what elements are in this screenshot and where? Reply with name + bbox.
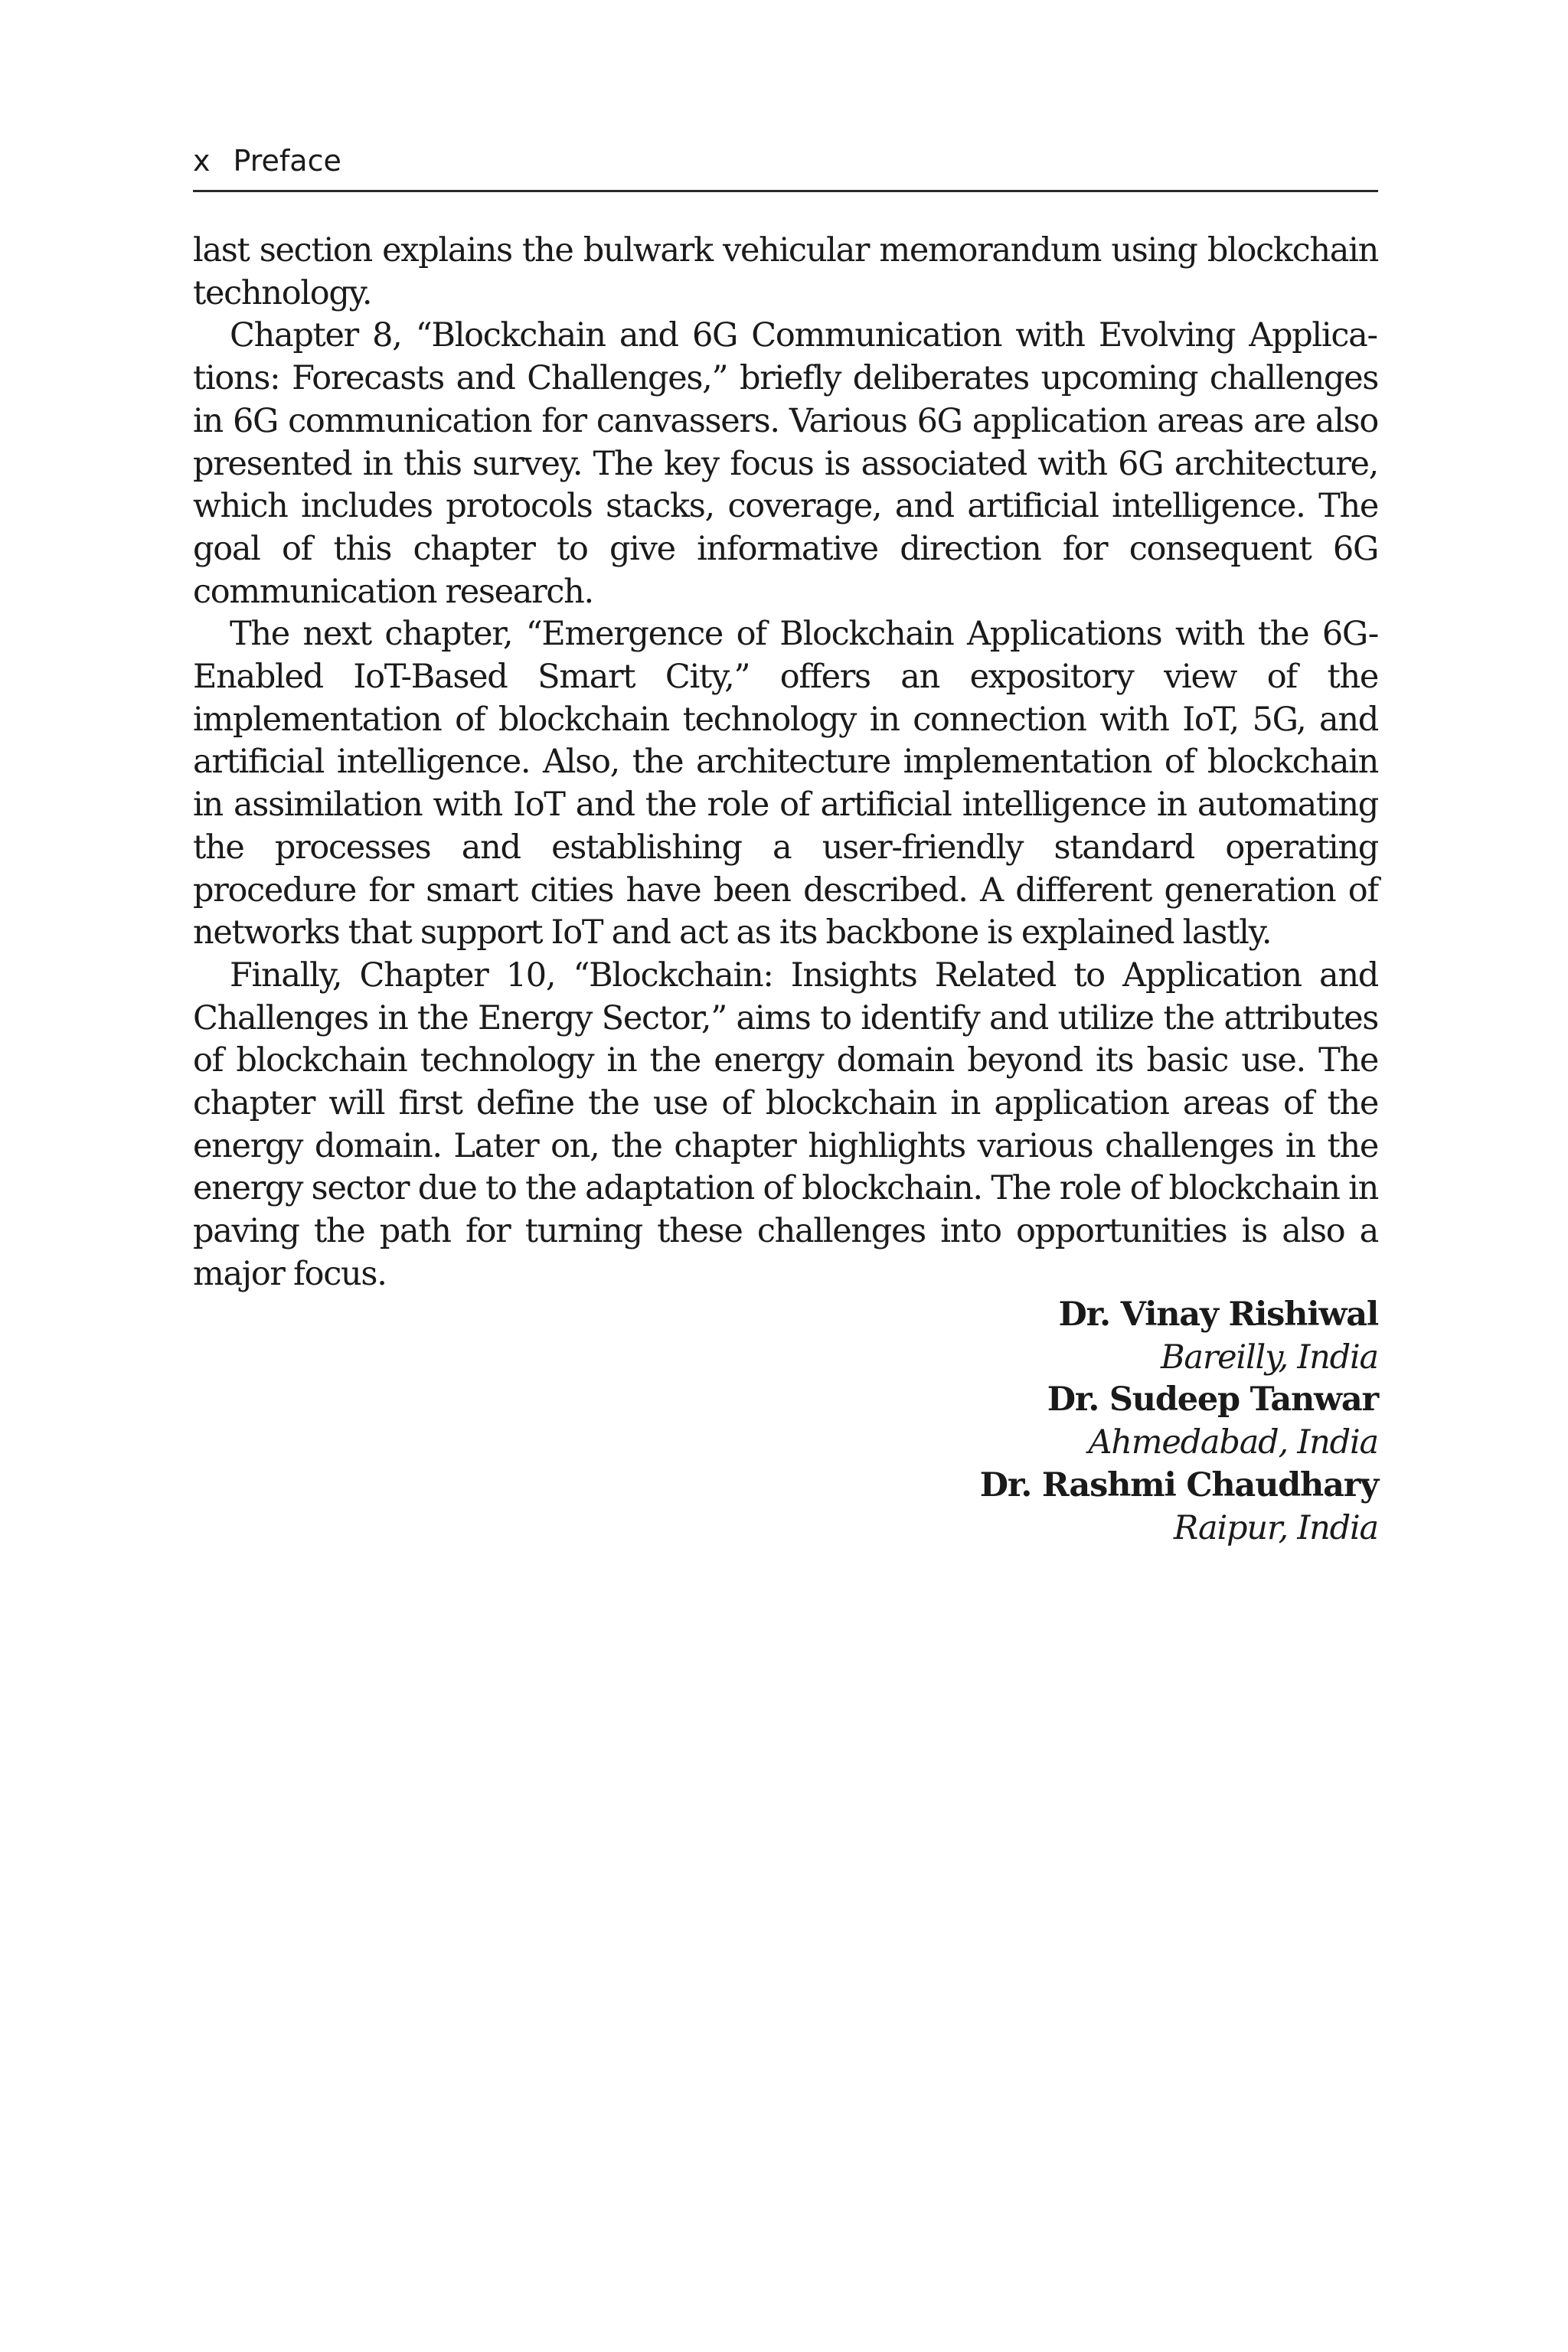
signatory-place: Raipur, India (1173, 1508, 1378, 1547)
header-rule (193, 190, 1378, 192)
signatory-name: Dr. Vinay Rishiwal (1058, 1295, 1378, 1334)
paragraph-4: Finally, Chapter 10, “Blockchain: Insights Related to Application and Challenges in the Energy Sector,” aims to identify and utilize the attributes of blockchain technology in the energy domain beyond its basic use. The chapter will first define the use of blockchain in application areas of the energy domain. Later on, the chapter highlights various challenges in the energy sector due to the adaptation of blockchain. The role of blockchain in paving the path for turning these challenges into opportunities is also a major focus. (193, 956, 1378, 1293)
signatory-place: Bareilly, India (1160, 1338, 1378, 1377)
page-number: x (193, 144, 211, 178)
signatory-place: Ahmedabad, India (1088, 1423, 1378, 1462)
paragraph-2: Chapter 8, “Blockchain and 6G Communication with Evolving Applications: Forecasts and Challenges,” briefly deliberates upcoming challenges in 6G communication for canvassers. Various 6G application areas are also presented in this survey. The key focus is associated with 6G architecture, which includes protocols stacks, coverage, and artificial intelligence. The goal of this chapter to give informative direction for consequent 6G communication research. (193, 316, 1378, 611)
paragraph-3: The next chapter, “Emergence of Blockchain Applications with the 6G-Enabled IoT-Based Smart City,” offers an expository view of the implementation of blockchain technology in connection with IoT, 5G, and artificial intelligence. Also, the architecture implementation of blockchain in assimilation with IoT and the role of artificial intelligence in automating the processes and establishing a user-friendly standard operating procedure for smart cities have been described. A different generation of networks that support IoT and act as its backbone is explained lastly. (193, 615, 1378, 952)
signatory-name: Dr. Sudeep Tanwar (1047, 1380, 1378, 1419)
running-head-title: Preface (233, 144, 341, 178)
signatory-name: Dr. Rashmi Chaudhary (979, 1465, 1378, 1504)
running-head (193, 142, 1378, 179)
signature-block (193, 1294, 1378, 1550)
paragraph-1: last section explains the bulwark vehicular memorandum using blockchain technology. (193, 231, 1378, 312)
body-text (193, 230, 1378, 1296)
